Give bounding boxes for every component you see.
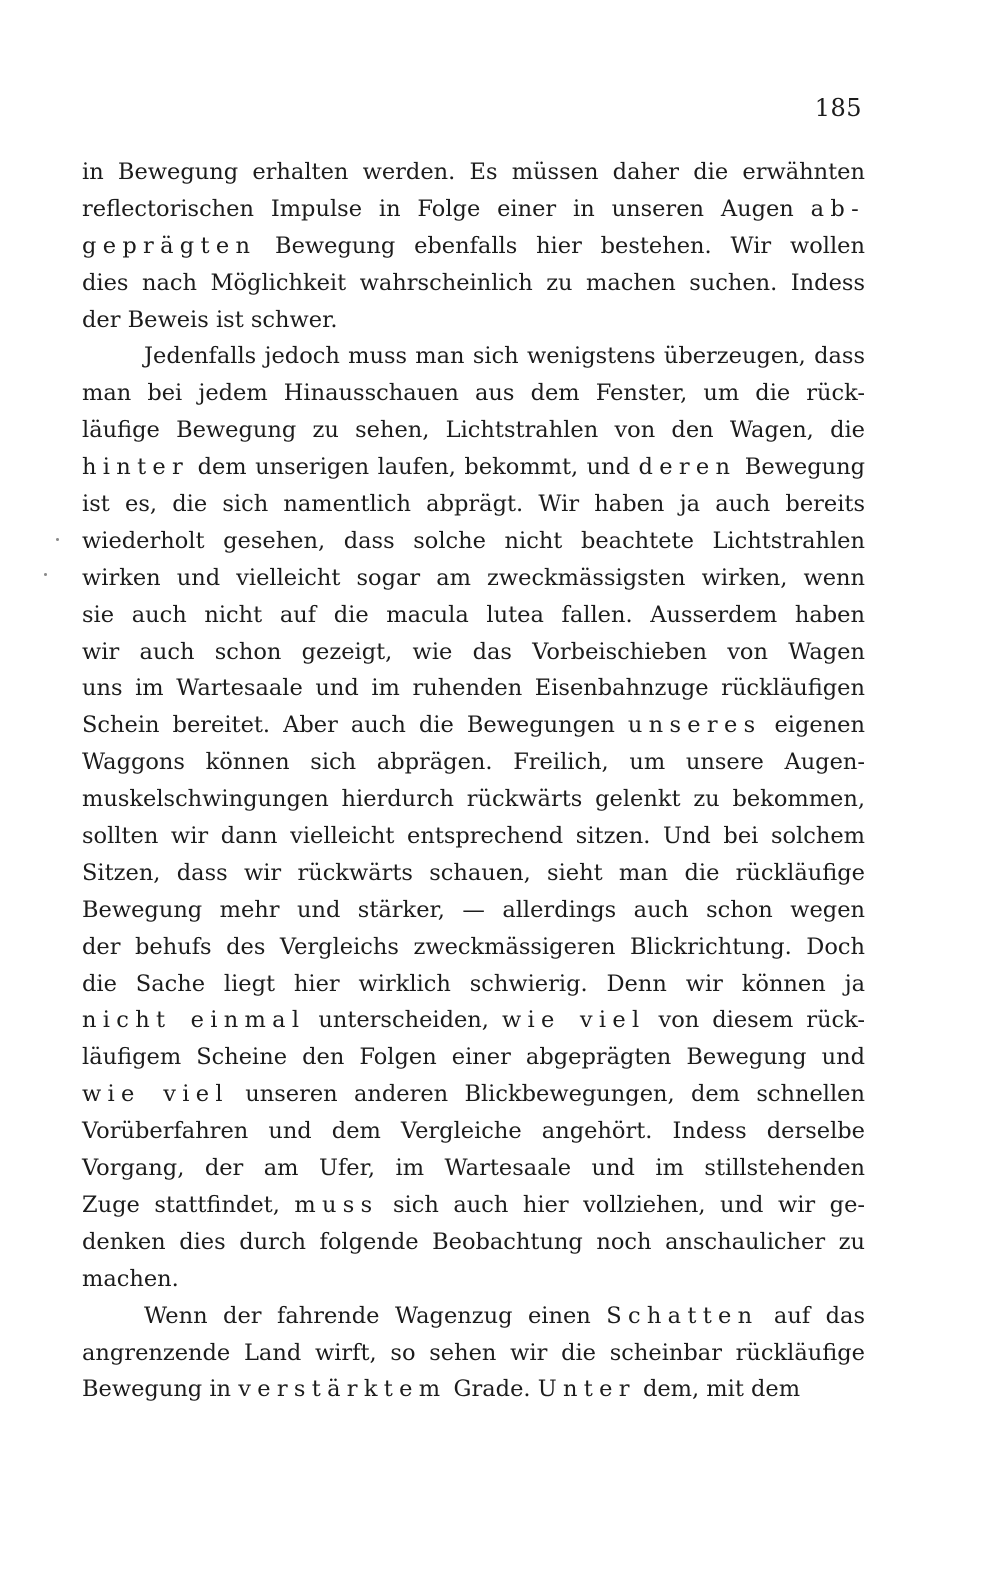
paragraph — [82, 1298, 865, 1409]
text-run: der behufs des Vergleichs zweckmässigeren Blickrichtung. Doch — [82, 933, 865, 960]
text-run: wirken und vielleicht sogar am zweckmässigsten wirken, wenn — [82, 564, 865, 591]
text-line — [82, 560, 865, 597]
text-run: sie auch nicht auf die macula lutea fallen. Ausserdem haben — [82, 601, 865, 628]
text-line — [82, 634, 865, 671]
text-run: reflectorischen Impulse in Folge einer in unseren Augen — [82, 195, 811, 222]
text-line — [82, 1335, 865, 1372]
text-line — [82, 855, 865, 892]
text-run: Jedenfalls jedoch muss man sich wenigstens überzeugen, dass — [144, 343, 865, 370]
text-run: die Sache liegt hier wirklich schwierig. Denn wir können ja — [82, 970, 865, 997]
text-line — [82, 265, 865, 302]
text-run: sollten wir dann vielleicht entsprechend sitzen. Und bei solchem — [82, 823, 865, 850]
text-line — [82, 1113, 865, 1150]
emphasized-text: muss — [294, 1191, 379, 1218]
text-run: sich auch hier vollziehen, und wir ge- — [378, 1191, 865, 1218]
emphasized-text: Unter — [537, 1376, 636, 1403]
text-line — [82, 892, 865, 929]
text-line — [82, 486, 865, 523]
text-run: Schein bereitet. Aber auch die Bewegungen — [82, 712, 628, 739]
print-speck — [56, 538, 59, 541]
emphasized-text: wie viel — [501, 1007, 646, 1034]
text-run: Bewegung ebenfalls hier bestehen. Wir wollen — [256, 232, 865, 259]
text-run: wir auch schon gezeigt, wie das Vorbeischieben von Wagen — [82, 638, 865, 665]
text-run: ist es, die sich namentlich abprägt. Wir haben ja auch bereits — [82, 491, 865, 518]
text-run: auf das — [758, 1302, 865, 1329]
text-line — [82, 191, 865, 228]
text-run: man bei jedem Hinausschauen aus dem Fenster, um die rück- — [82, 380, 865, 407]
text-run: Waggons können sich abprägen. Freilich, um unsere Augen- — [82, 749, 865, 776]
text-line — [82, 1002, 865, 1039]
text-run: unterscheiden, — [305, 1007, 502, 1034]
text-run: wiederholt gesehen, dass solche nicht beachtete Lichtstrahlen — [82, 527, 865, 554]
text-line — [82, 375, 865, 412]
text-run: Wenn der fahrende Wagenzug einen — [144, 1302, 607, 1329]
text-run: in Bewegung erhalten werden. Es müssen daher die erwähnten — [82, 159, 865, 185]
emphasized-text: verstärktem — [238, 1376, 447, 1403]
text-run: der Beweis ist schwer. — [82, 306, 338, 333]
text-line — [82, 1261, 865, 1298]
emphasized-text: geprägten — [82, 232, 257, 259]
body-text — [82, 154, 865, 1408]
text-line — [82, 1224, 865, 1261]
text-run: unseren anderen Blickbewegungen, dem schnellen — [228, 1081, 865, 1108]
text-run: Zuge stattfindet, — [82, 1191, 295, 1218]
text-run: machen. — [82, 1265, 179, 1292]
text-line — [82, 744, 865, 781]
text-run: denken dies durch folgende Beobachtung noch anschaulicher zu — [82, 1228, 865, 1255]
text-run: dem, mit dem — [635, 1376, 801, 1403]
text-line — [82, 1371, 865, 1408]
text-run: Grade. — [446, 1376, 538, 1403]
emphasized-text: unseres — [627, 712, 762, 739]
text-run: Vorgang, der am Ufer, im Wartesaale und im stillstehenden — [82, 1155, 865, 1182]
emphasized-text: ab- — [810, 195, 865, 222]
page-number: 185 — [814, 94, 862, 122]
text-line — [82, 670, 865, 707]
emphasized-text: nicht einmal — [82, 1007, 306, 1034]
emphasized-text: deren — [638, 454, 737, 481]
text-line — [82, 449, 865, 486]
text-line — [82, 228, 865, 265]
emphasized-text: Schatten — [606, 1302, 759, 1329]
emphasized-text: wie viel — [82, 1081, 229, 1108]
text-line — [82, 412, 865, 449]
text-run: Bewegung in — [82, 1376, 239, 1403]
paragraph — [82, 338, 865, 1297]
text-run: dem unserigen laufen, bekommt, und — [189, 454, 639, 481]
text-run: Bewegung — [736, 454, 865, 481]
print-speck — [44, 573, 47, 576]
text-run: Vorüberfahren und dem Vergleiche angehört. Indess derselbe — [82, 1118, 865, 1145]
text-line — [82, 781, 865, 818]
text-line — [82, 1187, 865, 1224]
text-run: läufige Bewegung zu sehen, Lichtstrahlen von den Wagen, die — [82, 417, 865, 444]
text-line — [82, 597, 865, 634]
text-run: uns im Wartesaale und im ruhenden Eisenbahnzuge rückläufigen — [82, 675, 865, 702]
text-run: muskelschwingungen hierdurch rückwärts gelenkt zu bekommen, — [82, 786, 865, 813]
text-line — [82, 338, 865, 375]
text-line — [82, 966, 865, 1003]
text-line — [82, 1150, 865, 1187]
text-run: dies nach Möglichkeit wahrscheinlich zu machen suchen. Indess — [82, 269, 865, 296]
text-line — [82, 1039, 865, 1076]
text-run: läufigem Scheine den Folgen einer abgeprägten Bewegung und — [82, 1044, 865, 1071]
text-run: von diesem rück- — [645, 1007, 865, 1034]
text-line — [82, 154, 865, 191]
text-run: eigenen — [761, 712, 865, 739]
text-line — [82, 929, 865, 966]
text-line — [82, 302, 865, 339]
emphasized-text: hinter — [82, 454, 190, 481]
text-line — [82, 818, 865, 855]
text-line — [82, 523, 865, 560]
text-line — [82, 1076, 865, 1113]
text-run: Bewegung mehr und stärker, — allerdings auch schon wegen — [82, 896, 865, 923]
text-run: Sitzen, dass wir rückwärts schauen, sieht man die rückläufige — [82, 859, 865, 886]
paragraph — [82, 154, 865, 338]
text-run: angrenzende Land wirft, so sehen wir die scheinbar rückläufige — [82, 1339, 865, 1366]
text-line — [82, 1298, 865, 1335]
text-line — [82, 707, 865, 744]
